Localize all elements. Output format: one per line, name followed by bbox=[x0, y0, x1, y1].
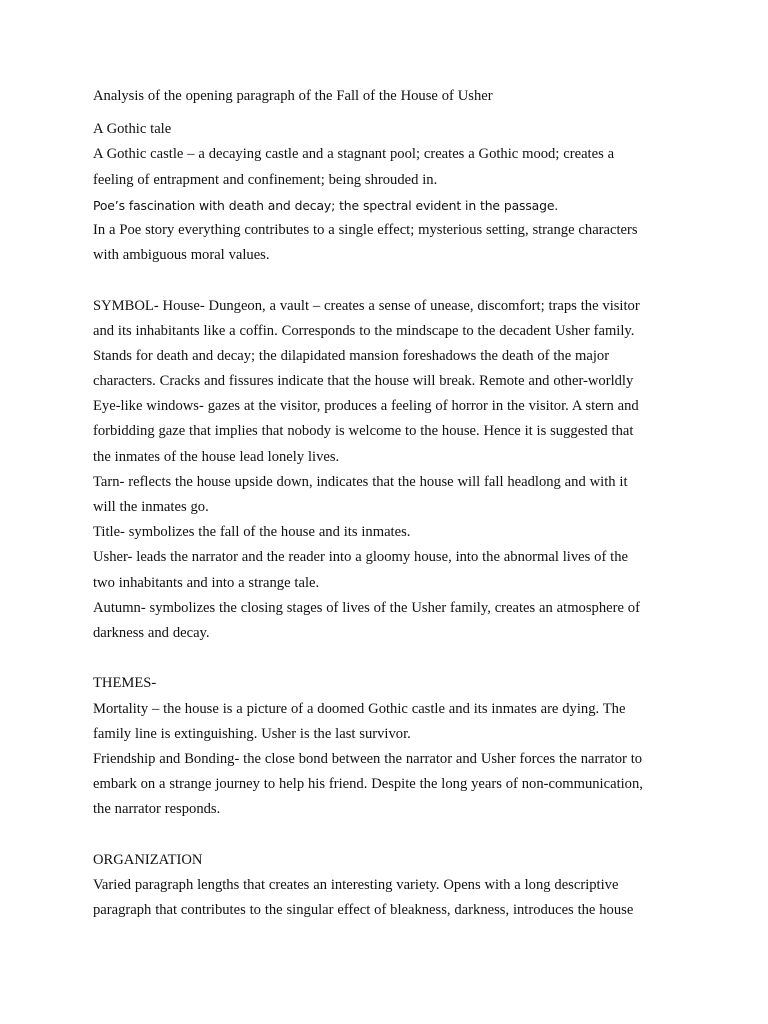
symbol-line-14: darkness and decay. bbox=[93, 624, 210, 641]
section-spacer bbox=[93, 822, 683, 847]
intro-line-2: A Gothic castle – a decaying castle and a stagnant pool; creates a Gothic mood; creates a bbox=[93, 146, 615, 163]
themes-heading: THEMES- bbox=[93, 675, 157, 692]
organization-section bbox=[93, 848, 683, 924]
symbol-line-1: SYMBOL- House- Dungeon, a vault – creates a sense of unease, discomfort; traps the visitor bbox=[93, 297, 640, 314]
symbol-line-12: two inhabitants and into a strange tale. bbox=[93, 574, 320, 591]
symbol-line-9: will the inmates go. bbox=[93, 499, 209, 515]
symbol-line-7: the inmates of the house lead lonely lives. bbox=[93, 448, 340, 465]
themes-section bbox=[93, 671, 683, 822]
symbol-line-13: Autumn- symbolizes the closing stages of lives of the Usher family, creates an atmosphere of bbox=[93, 599, 640, 616]
symbol-line-2: and its inhabitants like a coffin. Corresponds to the mindscape to the decadent Usher family. bbox=[93, 322, 635, 339]
organization-line-1: Varied paragraph lengths that creates an interesting variety. Opens with a long descriptive bbox=[93, 876, 619, 893]
intro-section bbox=[93, 117, 683, 268]
section-spacer bbox=[93, 268, 683, 293]
document-title: Analysis of the opening paragraph of the Fall of the House of Usher bbox=[93, 88, 493, 104]
symbol-line-3: Stands for death and decay; the dilapidated mansion foreshadows the death of the major bbox=[93, 347, 610, 364]
organization-heading: ORGANIZATION bbox=[93, 851, 203, 868]
intro-line-6: with ambiguous moral values. bbox=[93, 247, 270, 264]
organization-line-2: paragraph that contributes to the singular effect of bleakness, darkness, introduces the house bbox=[93, 902, 634, 918]
symbol-line-6: forbidding gaze that implies that nobody is welcome to the house. Hence it is suggested that bbox=[93, 423, 634, 440]
symbol-line-10: Title- symbolizes the fall of the house and its inmates. bbox=[93, 524, 411, 541]
themes-line-2: family line is extinguishing. Usher is the last survivor. bbox=[93, 725, 411, 742]
symbol-line-5: Eye-like windows- gazes at the visitor, produces a feeling of horror in the visitor. A stern and bbox=[93, 398, 639, 415]
intro-line-3: feeling of entrapment and confinement; being shrouded in. bbox=[93, 171, 438, 188]
intro-line-5: In a Poe story everything contributes to a single effect; mysterious setting, strange characters bbox=[93, 221, 638, 238]
document-body bbox=[93, 84, 683, 923]
symbol-section bbox=[93, 294, 683, 647]
themes-line-5: the narrator responds. bbox=[93, 801, 221, 818]
intro-line-4: Poe’s fascination with death and decay; the spectral evident in the passage. bbox=[93, 197, 559, 213]
symbol-line-4: characters. Cracks and fissures indicate that the house will break. Remote and other-worldly bbox=[93, 373, 634, 390]
themes-line-1: Mortality – the house is a picture of a doomed Gothic castle and its inmates are dying. The bbox=[93, 700, 626, 717]
symbol-line-8: Tarn- reflects the house upside down, indicates that the house will fall headlong and with it bbox=[93, 473, 628, 490]
themes-line-4: embark on a strange journey to help his friend. Despite the long years of non-communication, bbox=[93, 776, 643, 793]
section-spacer bbox=[93, 646, 683, 671]
symbol-line-11: Usher- leads the narrator and the reader into a gloomy house, into the abnormal lives of the bbox=[93, 549, 629, 566]
themes-line-3: Friendship and Bonding- the close bond between the narrator and Usher forces the narrator to bbox=[93, 750, 643, 767]
intro-line-1: A Gothic tale bbox=[93, 121, 172, 138]
